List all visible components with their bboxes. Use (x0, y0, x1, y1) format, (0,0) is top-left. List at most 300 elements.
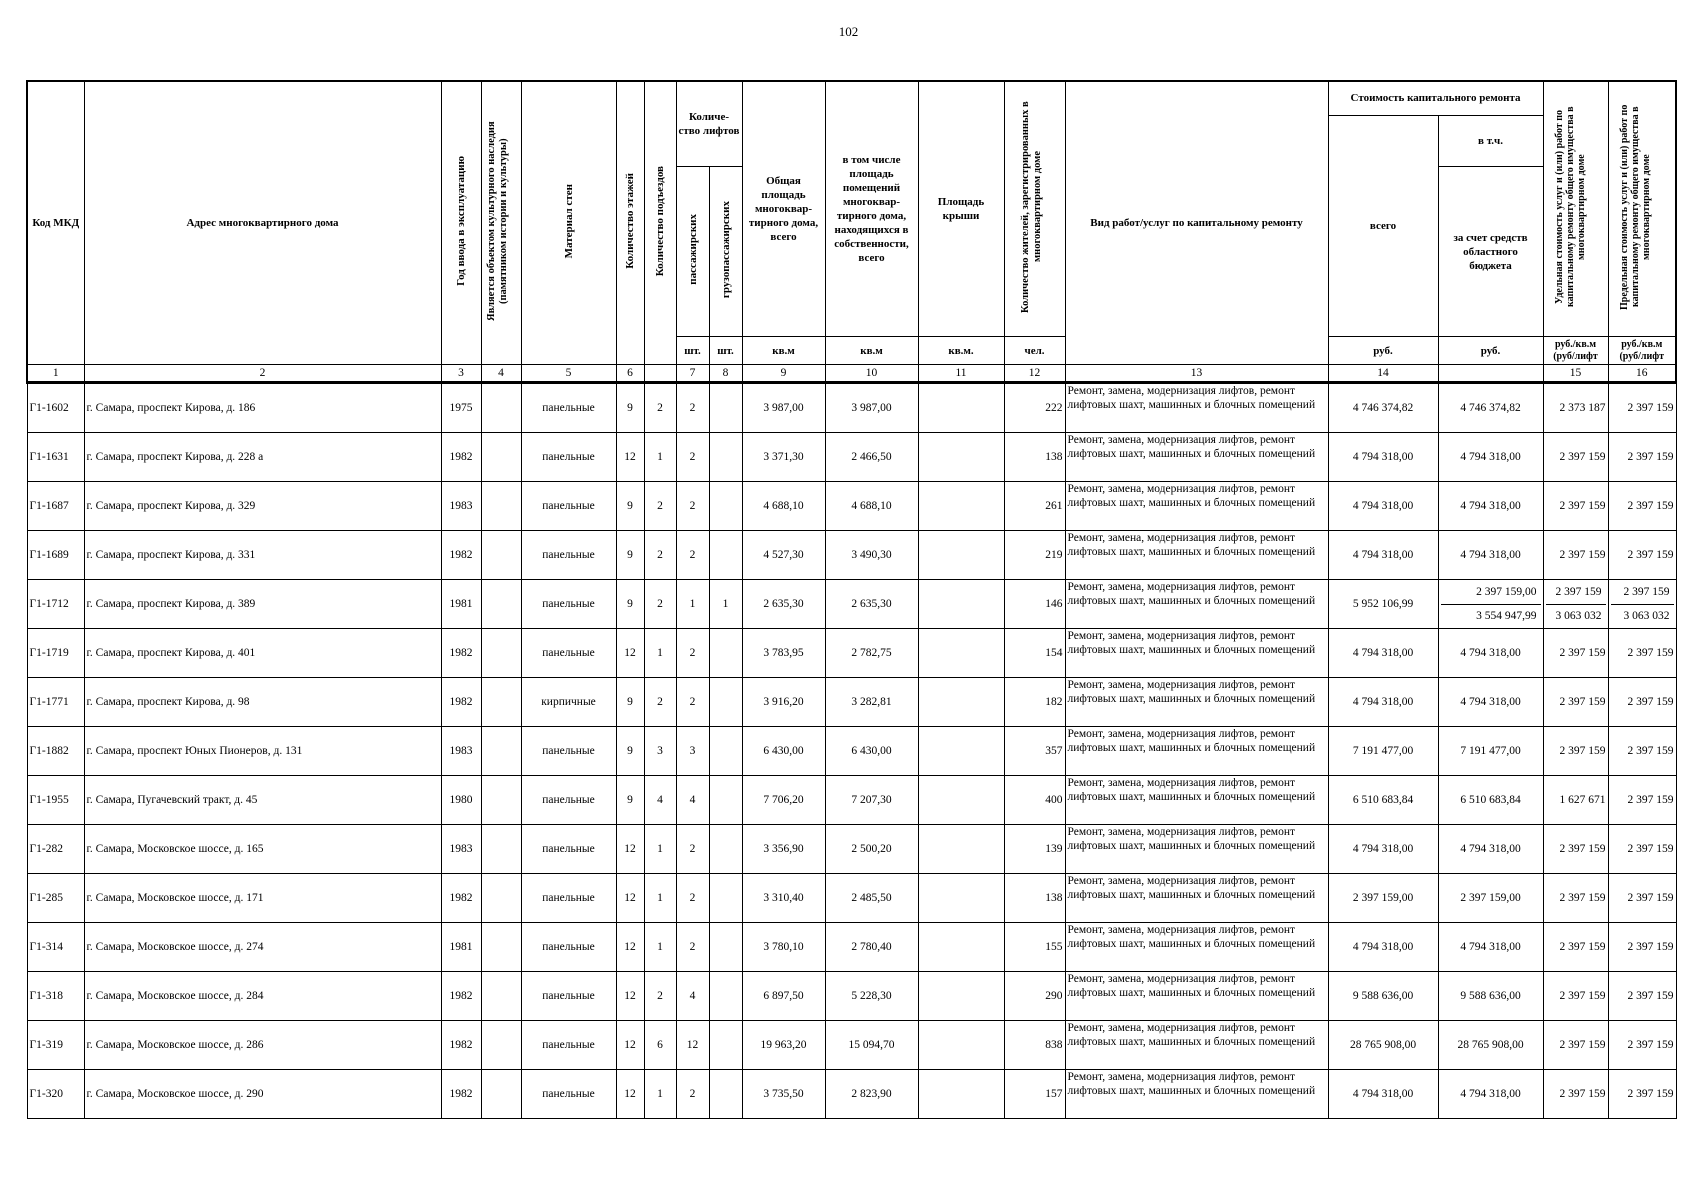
cell-walls: панельные (521, 1021, 616, 1070)
cell-owned-area: 3 282,81 (825, 678, 918, 727)
cell-year: 1981 (441, 923, 481, 972)
cell-floors: 12 (616, 874, 644, 923)
cell-code: Г1-1719 (27, 629, 84, 678)
cell-heritage (481, 383, 521, 433)
cell-roof-area (918, 1070, 1004, 1119)
cell-total-area: 4 688,10 (742, 482, 825, 531)
cell-lifts-freight (709, 1021, 742, 1070)
cell-residents: 157 (1004, 1070, 1065, 1119)
cell-code: Г1-1687 (27, 482, 84, 531)
cell-cost-total: 4 794 318,00 (1328, 678, 1438, 727)
header-address: Адрес многоквартирного дома (84, 81, 441, 365)
cell-total-area: 4 527,30 (742, 531, 825, 580)
cell-max-cost: 2 397 159 (1608, 776, 1676, 825)
header-code: Код МКД (27, 81, 84, 365)
table-row (27, 972, 1676, 1021)
cell-entrances: 1 (644, 1070, 676, 1119)
cell-floors: 9 (616, 383, 644, 433)
cell-floors: 12 (616, 629, 644, 678)
table-row (27, 678, 1676, 727)
cell-code: Г1-1882 (27, 727, 84, 776)
header-cost-incl: в т.ч. (1438, 115, 1543, 167)
cell-max-cost: 2 397 159 (1608, 923, 1676, 972)
cell-total-area: 3 735,50 (742, 1070, 825, 1119)
cell-total-area: 3 780,10 (742, 923, 825, 972)
cell-total-area: 6 897,50 (742, 972, 825, 1021)
cell-work-type: Ремонт, замена, модернизация лифтов, ремонт лифтовых шахт, машинных и блочных помещений (1065, 629, 1328, 678)
cell-residents: 138 (1004, 433, 1065, 482)
cell-unit-cost: 2 397 159 (1543, 531, 1608, 580)
cell-year: 1982 (441, 678, 481, 727)
column-number: 14 (1328, 365, 1438, 383)
cell-heritage (481, 1070, 521, 1119)
cell-entrances: 1 (644, 874, 676, 923)
table-row (27, 482, 1676, 531)
cell-walls: панельные (521, 923, 616, 972)
cell-max-cost: 2 397 159 (1608, 972, 1676, 1021)
cell-cost-total: 4 794 318,00 (1328, 482, 1438, 531)
cell-work-type: Ремонт, замена, модернизация лифтов, ремонт лифтовых шахт, машинных и блочных помещений (1065, 531, 1328, 580)
cell-owned-area: 2 485,50 (825, 874, 918, 923)
cell-cost-total: 28 765 908,00 (1328, 1021, 1438, 1070)
column-number: 12 (1004, 365, 1065, 383)
cell-walls: кирпичные (521, 678, 616, 727)
cell-code: Г1-1771 (27, 678, 84, 727)
cell-cost-total: 6 510 683,84 (1328, 776, 1438, 825)
cell-lifts-freight (709, 923, 742, 972)
cell-roof-area (918, 678, 1004, 727)
cell-heritage (481, 629, 521, 678)
unit-lifts-passenger: шт. (676, 337, 709, 365)
cell-cost-regional: 28 765 908,00 (1438, 1021, 1543, 1070)
cell-walls: панельные (521, 433, 616, 482)
table-row (27, 383, 1676, 433)
cell-unit-cost: 2 373 187 (1543, 383, 1608, 433)
cell-work-type: Ремонт, замена, модернизация лифтов, ремонт лифтовых шахт, машинных и блочных помещений (1065, 1070, 1328, 1119)
cell-unit-cost: 2 397 159 (1543, 1021, 1608, 1070)
cell-unit-cost: 2 397 159 (1546, 581, 1606, 605)
column-number: 16 (1608, 365, 1676, 383)
cell-max-cost: 2 397 159 (1608, 383, 1676, 433)
cell-heritage (481, 825, 521, 874)
cell-residents: 261 (1004, 482, 1065, 531)
cell-lifts-freight (709, 1070, 742, 1119)
cell-cost-regional: 4 794 318,00 (1438, 923, 1543, 972)
cell-entrances: 2 (644, 678, 676, 727)
cell-residents: 838 (1004, 1021, 1065, 1070)
cell-lifts-passenger: 2 (676, 923, 709, 972)
cell-walls: панельные (521, 727, 616, 776)
cell-lifts-freight (709, 629, 742, 678)
cell-entrances: 1 (644, 629, 676, 678)
cell-floors: 9 (616, 580, 644, 629)
table-row (27, 433, 1676, 482)
cell-cost-regional: 4 794 318,00 (1438, 825, 1543, 874)
cell-address: г. Самара, проспект Юных Пионеров, д. 131 (84, 727, 441, 776)
cell-code: Г1-320 (27, 1070, 84, 1119)
cell-total-area: 3 371,30 (742, 433, 825, 482)
column-numbers-row (27, 365, 1676, 383)
column-number: 9 (742, 365, 825, 383)
cell-max-cost: 2 397 159 (1611, 581, 1674, 605)
cell-work-type: Ремонт, замена, модернизация лифтов, ремонт лифтовых шахт, машинных и блочных помещений (1065, 972, 1328, 1021)
cell-cost-regional: 4 794 318,00 (1438, 531, 1543, 580)
cell-address: г. Самара, Московское шоссе, д. 274 (84, 923, 441, 972)
cell-address: г. Самара, проспект Кирова, д. 331 (84, 531, 441, 580)
cell-entrances: 2 (644, 383, 676, 433)
cell-walls: панельные (521, 825, 616, 874)
cell-heritage (481, 1021, 521, 1070)
cell-roof-area (918, 629, 1004, 678)
unit-cost-regional: руб. (1438, 337, 1543, 365)
header-floors: Количество этажей (624, 173, 636, 269)
cell-floors: 9 (616, 678, 644, 727)
cell-residents: 154 (1004, 629, 1065, 678)
column-number: 7 (676, 365, 709, 383)
cell-lifts-freight (709, 825, 742, 874)
cell-code: Г1-1712 (27, 580, 84, 629)
cell-owned-area: 15 094,70 (825, 1021, 918, 1070)
cell-lifts-freight (709, 678, 742, 727)
cell-residents: 182 (1004, 678, 1065, 727)
header-cost: Стоимость капитального ремонта (1328, 81, 1543, 115)
unit-lifts-freight: шт. (709, 337, 742, 365)
cell-roof-area (918, 1021, 1004, 1070)
cell-entrances: 3 (644, 727, 676, 776)
cell-max-cost: 2 397 159 (1608, 1070, 1676, 1119)
cell-code: Г1-1602 (27, 383, 84, 433)
page-number: 102 (838, 24, 859, 39)
cell-entrances: 6 (644, 1021, 676, 1070)
cell-floors: 12 (616, 1070, 644, 1119)
column-number: 11 (918, 365, 1004, 383)
cell-roof-area (918, 874, 1004, 923)
column-number: 3 (441, 365, 481, 383)
cell-residents: 290 (1004, 972, 1065, 1021)
cell-floors: 12 (616, 1021, 644, 1070)
cell-cost-regional: 6 510 683,84 (1438, 776, 1543, 825)
unit-max-cost: руб./кв.м (руб/лифт (1608, 337, 1676, 365)
cell-year: 1980 (441, 776, 481, 825)
cell-address: г. Самара, проспект Кирова, д. 98 (84, 678, 441, 727)
cell-address: г. Самара, Пугачевский тракт, д. 45 (84, 776, 441, 825)
header-max-cost: Предельная стоимость услуг и (или) работ по капитальному ремонту общего имущества в многоквартирном доме (1618, 104, 1652, 310)
cell-year: 1975 (441, 383, 481, 433)
cell-lifts-freight (709, 874, 742, 923)
table-row (27, 629, 1676, 678)
cell-roof-area (918, 433, 1004, 482)
table-row (27, 825, 1676, 874)
cell-heritage (481, 433, 521, 482)
cell-owned-area: 2 780,40 (825, 923, 918, 972)
cell-heritage (481, 874, 521, 923)
cell-lifts-passenger: 2 (676, 531, 709, 580)
header-lifts-passenger: пассажирских (686, 214, 699, 285)
cell-owned-area: 4 688,10 (825, 482, 918, 531)
cell-total-area: 6 430,00 (742, 727, 825, 776)
cell-floors: 9 (616, 727, 644, 776)
cell-max-cost: 3 063 032 (1623, 609, 1670, 622)
cell-owned-area: 7 207,30 (825, 776, 918, 825)
column-number: 2 (84, 365, 441, 383)
cell-walls: панельные (521, 874, 616, 923)
unit-total-area: кв.м (742, 337, 825, 365)
cell-unit-cost: 1 627 671 (1543, 776, 1608, 825)
table-row (27, 776, 1676, 825)
cell-year: 1983 (441, 482, 481, 531)
cell-code: Г1-1689 (27, 531, 84, 580)
cell-lifts-passenger: 2 (676, 629, 709, 678)
cell-lifts-freight (709, 433, 742, 482)
cell-year: 1982 (441, 972, 481, 1021)
cell-max-cost: 2 397 159 (1608, 874, 1676, 923)
table-row (27, 580, 1676, 629)
cell-total-area: 19 963,20 (742, 1021, 825, 1070)
cell-owned-area: 3 490,30 (825, 531, 918, 580)
cell-work-type: Ремонт, замена, модернизация лифтов, ремонт лифтовых шахт, машинных и блочных помещений (1065, 678, 1328, 727)
cell-heritage (481, 580, 521, 629)
header-roof-area: Площадь крыши (918, 81, 1004, 337)
cell-roof-area (918, 923, 1004, 972)
cell-address: г. Самара, Московское шоссе, д. 290 (84, 1070, 441, 1119)
cell-lifts-freight (709, 383, 742, 433)
unit-unit-cost: руб./кв.м (руб/лифт (1543, 337, 1608, 365)
cell-code: Г1-314 (27, 923, 84, 972)
header-walls: Материал стен (562, 183, 575, 259)
cell-unit-cost: 2 397 159 (1543, 629, 1608, 678)
cell-roof-area (918, 825, 1004, 874)
cell-unit-cost: 3 063 032 (1555, 609, 1602, 622)
cell-residents: 139 (1004, 825, 1065, 874)
cell-cost-regional: 4 746 374,82 (1438, 383, 1543, 433)
header-cost-total: всего (1328, 115, 1438, 337)
cell-year: 1982 (441, 1070, 481, 1119)
cell-max-cost: 2 397 159 (1608, 482, 1676, 531)
cell-year: 1982 (441, 531, 481, 580)
cell-owned-area: 2 635,30 (825, 580, 918, 629)
cell-residents: 357 (1004, 727, 1065, 776)
cell-cost-total: 2 397 159,00 (1328, 874, 1438, 923)
table-row (27, 531, 1676, 580)
cell-cost-regional: 3 554 947,99 (1476, 609, 1537, 622)
cell-work-type: Ремонт, замена, модернизация лифтов, ремонт лифтовых шахт, машинных и блочных помещений (1065, 433, 1328, 482)
cell-address: г. Самара, проспект Кирова, д. 401 (84, 629, 441, 678)
cell-floors: 9 (616, 776, 644, 825)
header-lifts: Количе-ство лифтов (676, 81, 742, 167)
cell-work-type: Ремонт, замена, модернизация лифтов, ремонт лифтовых шахт, машинных и блочных помещений (1065, 727, 1328, 776)
cell-max-cost: 2 397 159 (1608, 1021, 1676, 1070)
cell-owned-area: 5 228,30 (825, 972, 918, 1021)
cell-lifts-freight (709, 972, 742, 1021)
table-row (27, 1070, 1676, 1119)
cell-code: Г1-285 (27, 874, 84, 923)
cell-entrances: 1 (644, 923, 676, 972)
cell-address: г. Самара, проспект Кирова, д. 186 (84, 383, 441, 433)
cell-unit-cost: 2 397 159 (1543, 923, 1608, 972)
cell-year: 1983 (441, 727, 481, 776)
table-row (27, 727, 1676, 776)
cell-work-type: Ремонт, замена, модернизация лифтов, ремонт лифтовых шахт, машинных и блочных помещений (1065, 580, 1328, 629)
cell-entrances: 2 (644, 972, 676, 1021)
cell-work-type: Ремонт, замена, модернизация лифтов, ремонт лифтовых шахт, машинных и блочных помещений (1065, 1021, 1328, 1070)
column-number: 8 (709, 365, 742, 383)
table-header (27, 81, 1676, 383)
cell-lifts-freight (709, 776, 742, 825)
cell-cost-total: 4 794 318,00 (1328, 923, 1438, 972)
unit-residents: чел. (1004, 337, 1065, 365)
table-row (27, 923, 1676, 972)
cell-heritage (481, 678, 521, 727)
cell-lifts-passenger: 12 (676, 1021, 709, 1070)
unit-cost-total: руб. (1328, 337, 1438, 365)
table-row (27, 874, 1676, 923)
cell-year: 1983 (441, 825, 481, 874)
column-number: 6 (616, 365, 644, 383)
column-number (1438, 365, 1543, 383)
cell-max-cost: 2 397 159 (1608, 531, 1676, 580)
cell-work-type: Ремонт, замена, модернизация лифтов, ремонт лифтовых шахт, машинных и блочных помещений (1065, 482, 1328, 531)
cell-lifts-passenger: 2 (676, 874, 709, 923)
cell-address: г. Самара, проспект Кирова, д. 228 а (84, 433, 441, 482)
cell-lifts-passenger: 2 (676, 433, 709, 482)
cell-code: Г1-318 (27, 972, 84, 1021)
cell-unit-cost: 2 397 159 (1543, 433, 1608, 482)
header-heritage: Является объектом культурного наследия (памятником истории и культуры) (486, 121, 509, 321)
cell-lifts-passenger: 1 (676, 580, 709, 629)
table-body (27, 383, 1676, 1119)
cell-roof-area (918, 531, 1004, 580)
cell-year: 1982 (441, 629, 481, 678)
cell-floors: 9 (616, 482, 644, 531)
cell-lifts-passenger: 4 (676, 972, 709, 1021)
cell-floors: 12 (616, 923, 644, 972)
cell-unit-cost: 2 397 159 (1543, 678, 1608, 727)
cell-lifts-freight: 1 (709, 580, 742, 629)
cell-heritage (481, 531, 521, 580)
cell-roof-area (918, 972, 1004, 1021)
cell-floors: 12 (616, 825, 644, 874)
cell-unit-cost-split (1543, 580, 1608, 629)
cell-walls: панельные (521, 1070, 616, 1119)
cell-code: Г1-319 (27, 1021, 84, 1070)
cell-walls: панельные (521, 531, 616, 580)
cell-heritage (481, 482, 521, 531)
cell-cost-total: 4 794 318,00 (1328, 1070, 1438, 1119)
cell-walls: панельные (521, 776, 616, 825)
unit-owned-area: кв.м (825, 337, 918, 365)
column-number (644, 365, 676, 383)
column-number: 1 (27, 365, 84, 383)
cell-lifts-passenger: 4 (676, 776, 709, 825)
cell-max-cost: 2 397 159 (1608, 825, 1676, 874)
cell-walls: панельные (521, 580, 616, 629)
cell-cost-total: 4 794 318,00 (1328, 825, 1438, 874)
cell-cost-total: 7 191 477,00 (1328, 727, 1438, 776)
cell-lifts-passenger: 3 (676, 727, 709, 776)
cell-cost-total: 4 794 318,00 (1328, 531, 1438, 580)
cell-entrances: 2 (644, 580, 676, 629)
cell-work-type: Ремонт, замена, модернизация лифтов, ремонт лифтовых шахт, машинных и блочных помещений (1065, 825, 1328, 874)
cell-cost-total: 4 746 374,82 (1328, 383, 1438, 433)
cell-owned-area: 2 466,50 (825, 433, 918, 482)
header-year: Год ввода в эксплуатацию (455, 156, 467, 286)
cell-residents: 219 (1004, 531, 1065, 580)
cell-lifts-freight (709, 727, 742, 776)
cell-max-cost-split (1608, 580, 1676, 629)
cell-lifts-passenger: 2 (676, 825, 709, 874)
cell-total-area: 7 706,20 (742, 776, 825, 825)
cell-walls: панельные (521, 629, 616, 678)
cell-cost-regional: 4 794 318,00 (1438, 629, 1543, 678)
cell-owned-area: 2 823,90 (825, 1070, 918, 1119)
header-owned-area: в том числе площадь помещений многоквар-тирного дома, находящихся в собственности, всего (825, 81, 918, 337)
cell-unit-cost: 2 397 159 (1543, 1070, 1608, 1119)
column-number: 4 (481, 365, 521, 383)
cell-lifts-freight (709, 482, 742, 531)
cell-residents: 222 (1004, 383, 1065, 433)
cell-work-type: Ремонт, замена, модернизация лифтов, ремонт лифтовых шахт, машинных и блочных помещений (1065, 383, 1328, 433)
cell-heritage (481, 923, 521, 972)
cell-cost-regional: 7 191 477,00 (1438, 727, 1543, 776)
cell-entrances: 1 (644, 825, 676, 874)
cell-entrances: 2 (644, 482, 676, 531)
cell-floors: 12 (616, 433, 644, 482)
cell-year: 1982 (441, 874, 481, 923)
cell-roof-area (918, 580, 1004, 629)
cell-total-area: 3 310,40 (742, 874, 825, 923)
cell-walls: панельные (521, 482, 616, 531)
cell-entrances: 1 (644, 433, 676, 482)
header-residents: Количество жителей, зарегистрированных в многоквартирном доме (1019, 101, 1043, 313)
column-number: 15 (1543, 365, 1608, 383)
header-entrances: Количество подъездов (654, 165, 666, 277)
header-work-type: Вид работ/услуг по капитальному ремонту (1065, 81, 1328, 365)
cell-max-cost: 2 397 159 (1608, 678, 1676, 727)
cell-roof-area (918, 727, 1004, 776)
cell-year: 1982 (441, 433, 481, 482)
cell-address: г. Самара, проспект Кирова, д. 329 (84, 482, 441, 531)
column-number: 13 (1065, 365, 1328, 383)
cell-max-cost: 2 397 159 (1608, 433, 1676, 482)
cell-roof-area (918, 482, 1004, 531)
cell-address: г. Самара, Московское шоссе, д. 171 (84, 874, 441, 923)
cell-year: 1981 (441, 580, 481, 629)
cell-total-area: 2 635,30 (742, 580, 825, 629)
cell-unit-cost: 2 397 159 (1543, 972, 1608, 1021)
cell-code: Г1-1631 (27, 433, 84, 482)
column-number: 5 (521, 365, 616, 383)
cell-address: г. Самара, Московское шоссе, д. 286 (84, 1021, 441, 1070)
cell-total-area: 3 987,00 (742, 383, 825, 433)
cell-lifts-passenger: 2 (676, 383, 709, 433)
cell-lifts-passenger: 2 (676, 678, 709, 727)
cell-address: г. Самара, Московское шоссе, д. 284 (84, 972, 441, 1021)
cell-max-cost: 2 397 159 (1608, 629, 1676, 678)
cell-walls: панельные (521, 383, 616, 433)
cell-lifts-passenger: 2 (676, 482, 709, 531)
cell-walls: панельные (521, 972, 616, 1021)
cell-roof-area (918, 776, 1004, 825)
cell-floors: 12 (616, 972, 644, 1021)
cell-max-cost: 2 397 159 (1608, 727, 1676, 776)
cell-cost-regional: 4 794 318,00 (1438, 1070, 1543, 1119)
cell-unit-cost: 2 397 159 (1543, 874, 1608, 923)
cell-owned-area: 2 782,75 (825, 629, 918, 678)
cell-lifts-passenger: 2 (676, 1070, 709, 1119)
cell-residents: 146 (1004, 580, 1065, 629)
header-lifts-freight: грузопассажирских (719, 200, 732, 299)
cell-work-type: Ремонт, замена, модернизация лифтов, ремонт лифтовых шахт, машинных и блочных помещений (1065, 776, 1328, 825)
